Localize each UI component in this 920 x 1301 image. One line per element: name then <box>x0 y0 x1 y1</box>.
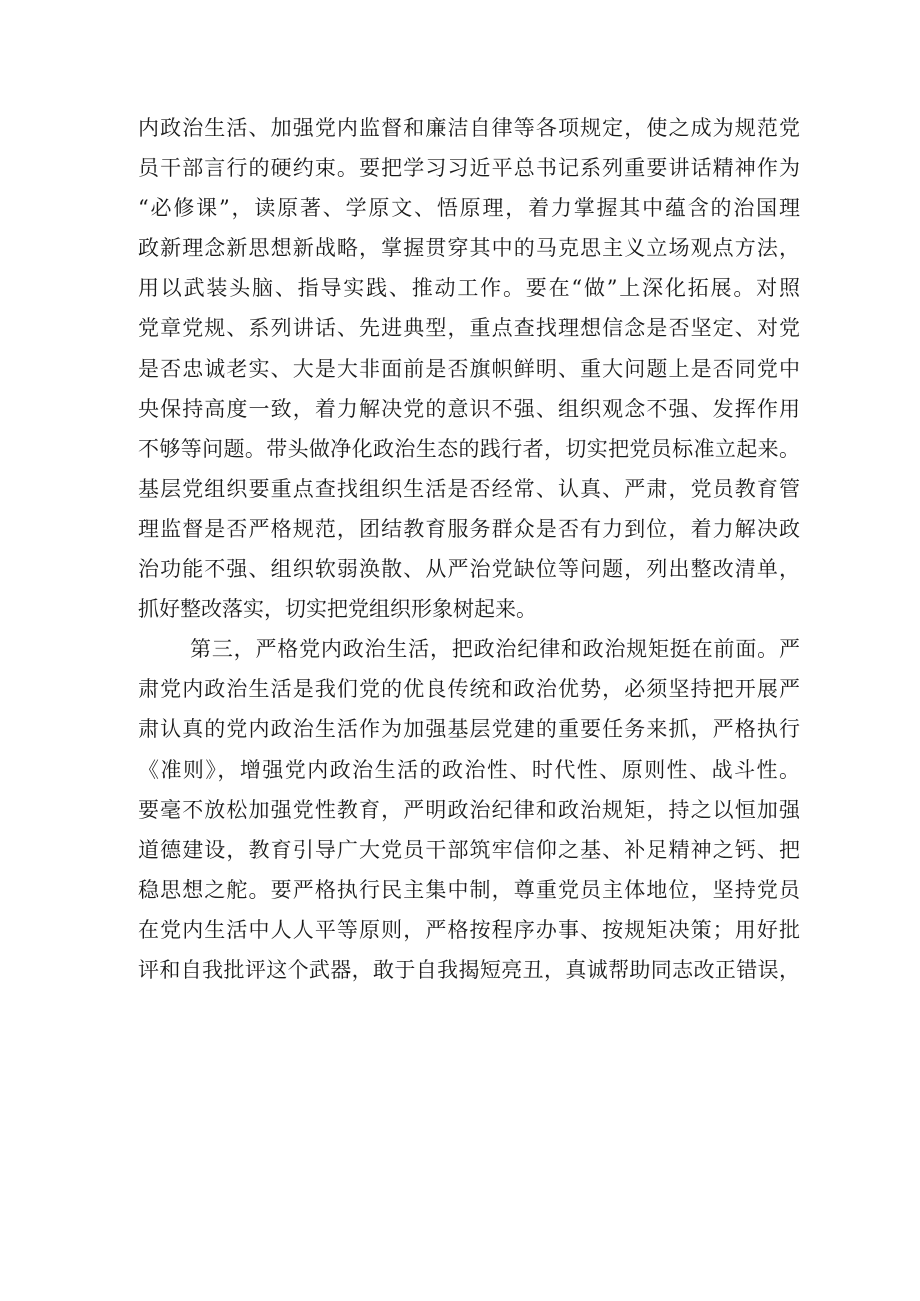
text-line: 理监督是否严格规范，团结教育服务群众是否有力到位，着力解决政 <box>138 516 800 541</box>
text-line: 政新理念新思想新战略，掌握贯穿其中的马克思主义立场观点方法， <box>138 236 800 261</box>
text-line: 员干部言行的硬约束。要把学习习近平总书记系列重要讲话精神作为 <box>138 156 800 181</box>
text-line: 治功能不强、组织软弱涣散、从严治党缺位等问题，列出整改清单， <box>138 557 800 582</box>
text-line: 稳思想之舵。要严格执行民主集中制，尊重党员主体地位，坚持党员 <box>138 877 800 902</box>
text-line: 党章党规、系列讲话、先进典型，重点查找理想信念是否坚定、对党 <box>138 316 800 341</box>
text-line: “必修课”，读原著、学原文、悟原理，着力掌握其中蕴含的治国理 <box>138 196 800 221</box>
paragraph-end-line: 抓好整改落实，切实把党组织形象树起来。 <box>138 597 537 622</box>
text-line: 用以武装头脑、指导实践、推动工作。要在“做”上深化拓展。对照 <box>138 276 800 301</box>
body-text <box>138 108 800 990</box>
text-line: 肃认真的党内政治生活作为加强基层党建的重要任务来抓，严格执行 <box>138 717 800 742</box>
text-line: 在党内生活中人人平等原则，严格按程序办事、按规矩决策；用好批 <box>138 917 800 942</box>
text-line: 《准则》，增强党内政治生活的政治性、时代性、原则性、战斗性。 <box>138 757 800 782</box>
paragraph-start-line: 第三，严格党内政治生活，把政治纪律和政治规矩挺在前面。严 <box>190 637 800 662</box>
text-line: 是否忠诚老实、大是大非面前是否旗帜鲜明、重大问题上是否同党中 <box>138 356 800 381</box>
text-line: 不够等问题。带头做净化政治生态的践行者，切实把党员标准立起来。 <box>138 436 800 461</box>
text-line: 要毫不放松加强党性教育，严明政治纪律和政治规矩，持之以恒加强 <box>138 797 800 822</box>
text-line: 内政治生活、加强党内监督和廉洁自律等各项规定，使之成为规范党 <box>138 116 800 140</box>
text-line: 肃党内政治生活是我们党的优良传统和政治优势，必须坚持把开展严 <box>138 677 800 702</box>
text-line: 基层党组织要重点查找组织生活是否经常、认真、严肃，党员教育管 <box>138 476 800 501</box>
text-line: 道德建设，教育引导广大党员干部筑牢信仰之基、补足精神之钙、把 <box>138 837 800 862</box>
text-line: 央保持高度一致，着力解决党的意识不强、组织观念不强、发挥作用 <box>138 396 800 421</box>
text-line: 评和自我批评这个武器，敢于自我揭短亮丑，真诚帮助同志改正错误， <box>138 957 800 982</box>
